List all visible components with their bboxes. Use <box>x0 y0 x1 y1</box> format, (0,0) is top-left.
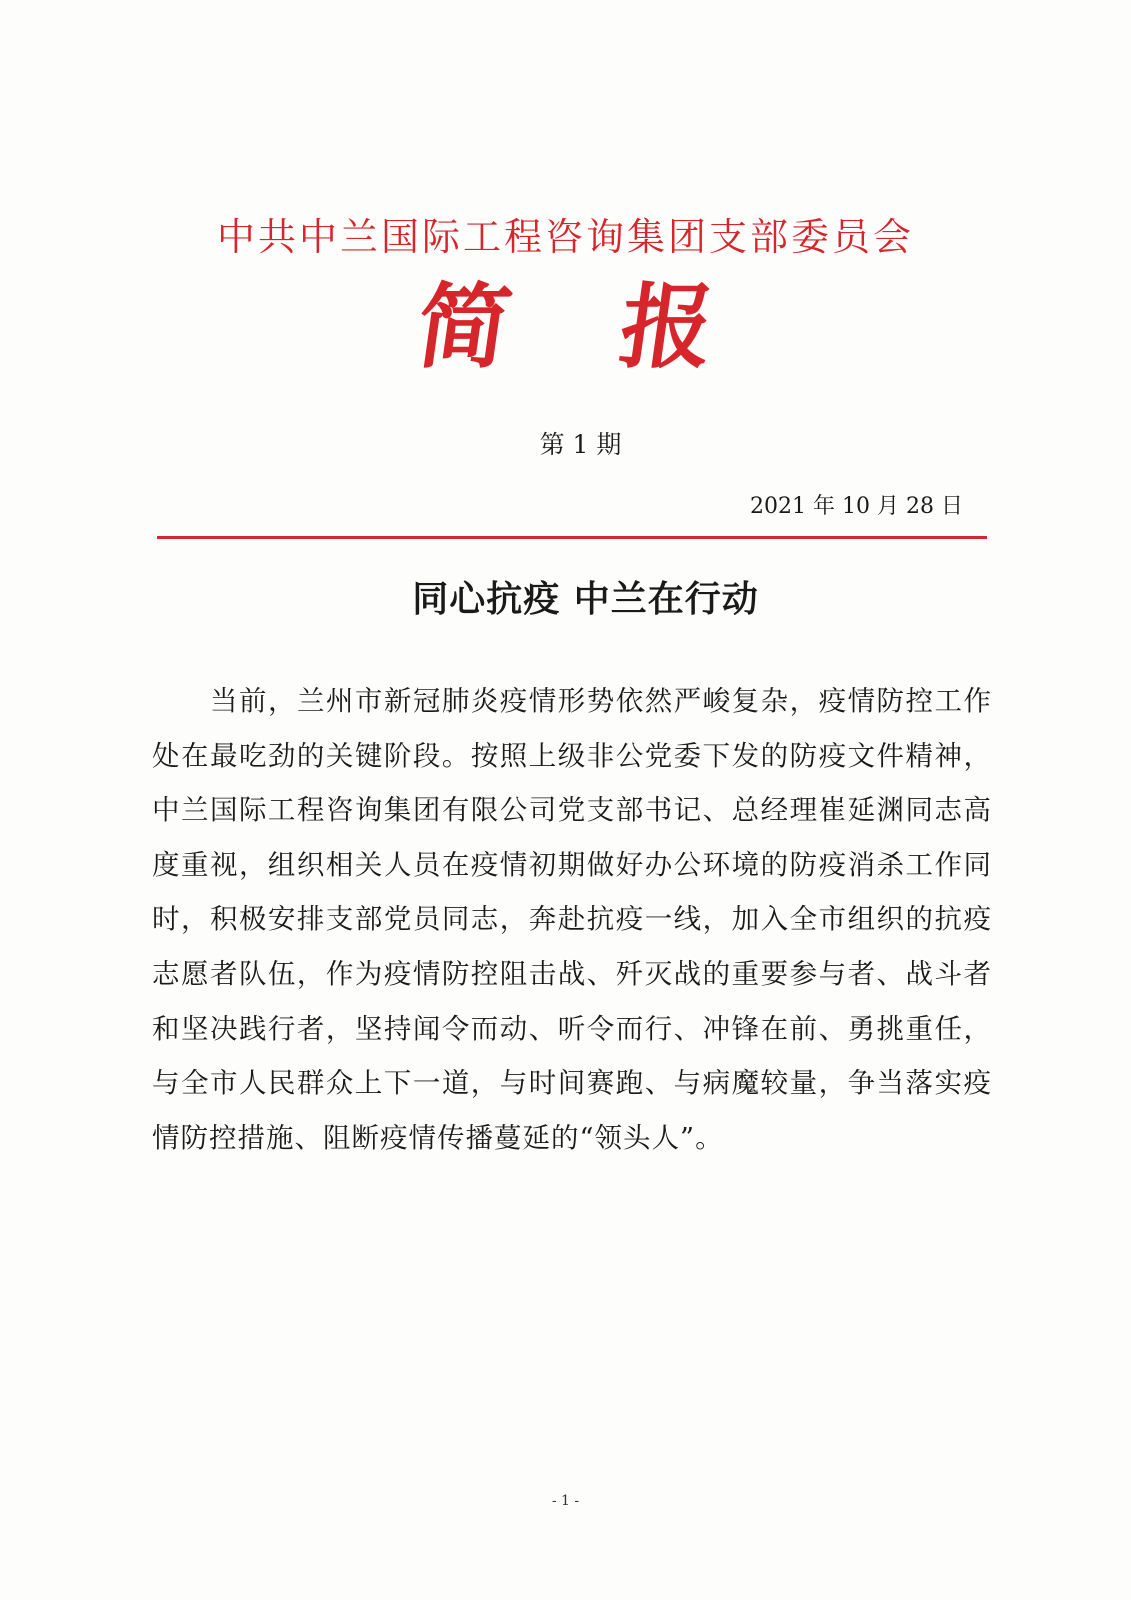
bulletin-masthead <box>0 272 1131 382</box>
article-paragraph: 当前，兰州市新冠肺炎疫情形势依然严峻复杂，疫情防控工作处在最吃劲的关键阶段。按照上级非公党委下发的防疫文件精神，中兰国际工程咨询集团有限公司党支部书记、总经理崔延渊同志高度重视，组织相关人员在疫情初期做好办公环境的防疫消杀工作同时，积极安排支部党员同志，奔赴抗疫一线，加入全市组织的抗疫志愿者队伍，作为疫情防控阻击战、歼灭战的重要参与者、战斗者和坚决践行者，坚持闻令而动、听令而行、冲锋在前、勇挑重任，与全市人民群众上下一道，与时间赛跑、与病魔较量，争当落实疫情防控措施、阻断疫情传播蔓延的“领头人”。 <box>152 685 992 1154</box>
masthead-char-jian: 简 <box>410 273 519 381</box>
red-divider-line <box>157 536 987 539</box>
article-title: 同心抗疫 中兰在行动 <box>412 579 759 620</box>
organization-header: 中共中兰国际工程咨询集团支部委员会 <box>216 215 914 259</box>
masthead-char-bao: 报 <box>612 273 721 381</box>
page-number: - 1 - <box>551 1493 580 1509</box>
issue-number: 第 1 期 <box>539 430 622 459</box>
publication-date: 2021 年 10 月 28 日 <box>750 494 963 519</box>
